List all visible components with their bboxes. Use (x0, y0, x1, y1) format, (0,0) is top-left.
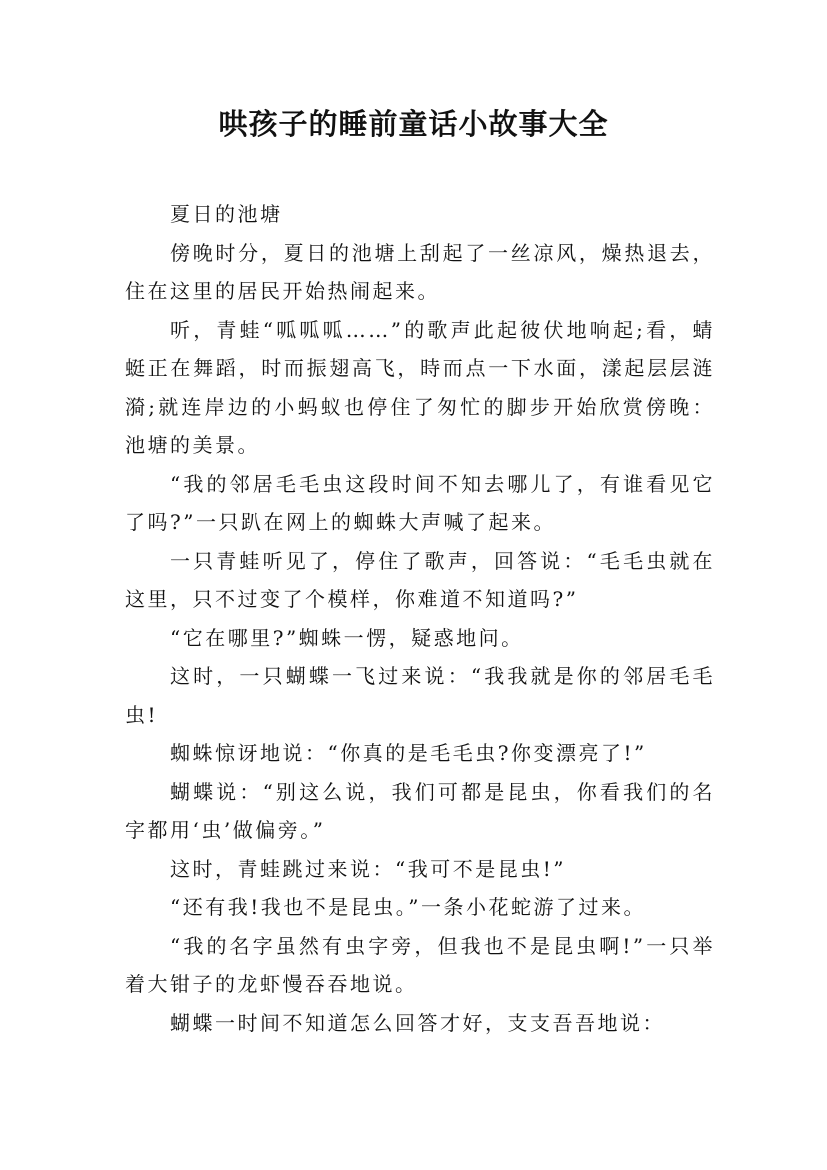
page-title: 哄孩子的睡前童话小故事大全 (218, 107, 609, 141)
paragraph: “我的名字虽然有虫字旁，但我也不是昆虫啊!”一只举着大钳子的龙虾慢吞吞地说。 (125, 933, 715, 996)
paragraph: 蜘蛛惊讶地说：“你真的是毛毛虫?你变漂亮了!” (170, 741, 647, 765)
paragraph: 蝴蝶一时间不知道怎么回答才好，支支吾吾地说： (170, 1010, 665, 1035)
story-subtitle: 夏日的池塘 (170, 202, 283, 226)
paragraph: “还有我!我也不是昆虫。”一条小花蛇游了过来。 (170, 895, 646, 919)
paragraph: 一只青蛙听见了，停住了歌声，回答说：“毛毛虫就在这里，只不过变了个模样，你难道不知道吗?” (125, 548, 715, 611)
paragraph: 蝴蝶说：“别这么说，我们可都是昆虫，你看我们的名字都用‘虫’做偏旁。” (125, 779, 715, 842)
story-body (125, 195, 715, 1042)
paragraph: “它在哪里?”蜘蛛一愣，疑惑地问。 (170, 625, 524, 650)
paragraph: 听，青蛙“呱呱呱……”的歌声此起彼伏地响起;看，蜻蜓正在舞蹈，时而振翅高飞，時而点一下水面，漾起层层涟漪;就连岸边的小蚂蚁也停住了匆忙的脚步开始欣赏傍晚：池塘的美景。 (125, 317, 715, 457)
paragraph: 这时，一只蝴蝶一飞过来说：“我我就是你的邻居毛毛虫! (125, 664, 715, 727)
paragraph: 这时，青蛙跳过来说：“我可不是昆虫!” (170, 856, 566, 881)
paragraph: “我的邻居毛毛虫这段时间不知去哪儿了，有谁看见它了吗?”一只趴在网上的蜘蛛大声喊了起来。 (125, 471, 715, 534)
paragraph: 傍晚时分，夏日的池塘上刮起了一丝凉风，燥热退去，住在这里的居民开始热闹起来。 (125, 240, 715, 303)
